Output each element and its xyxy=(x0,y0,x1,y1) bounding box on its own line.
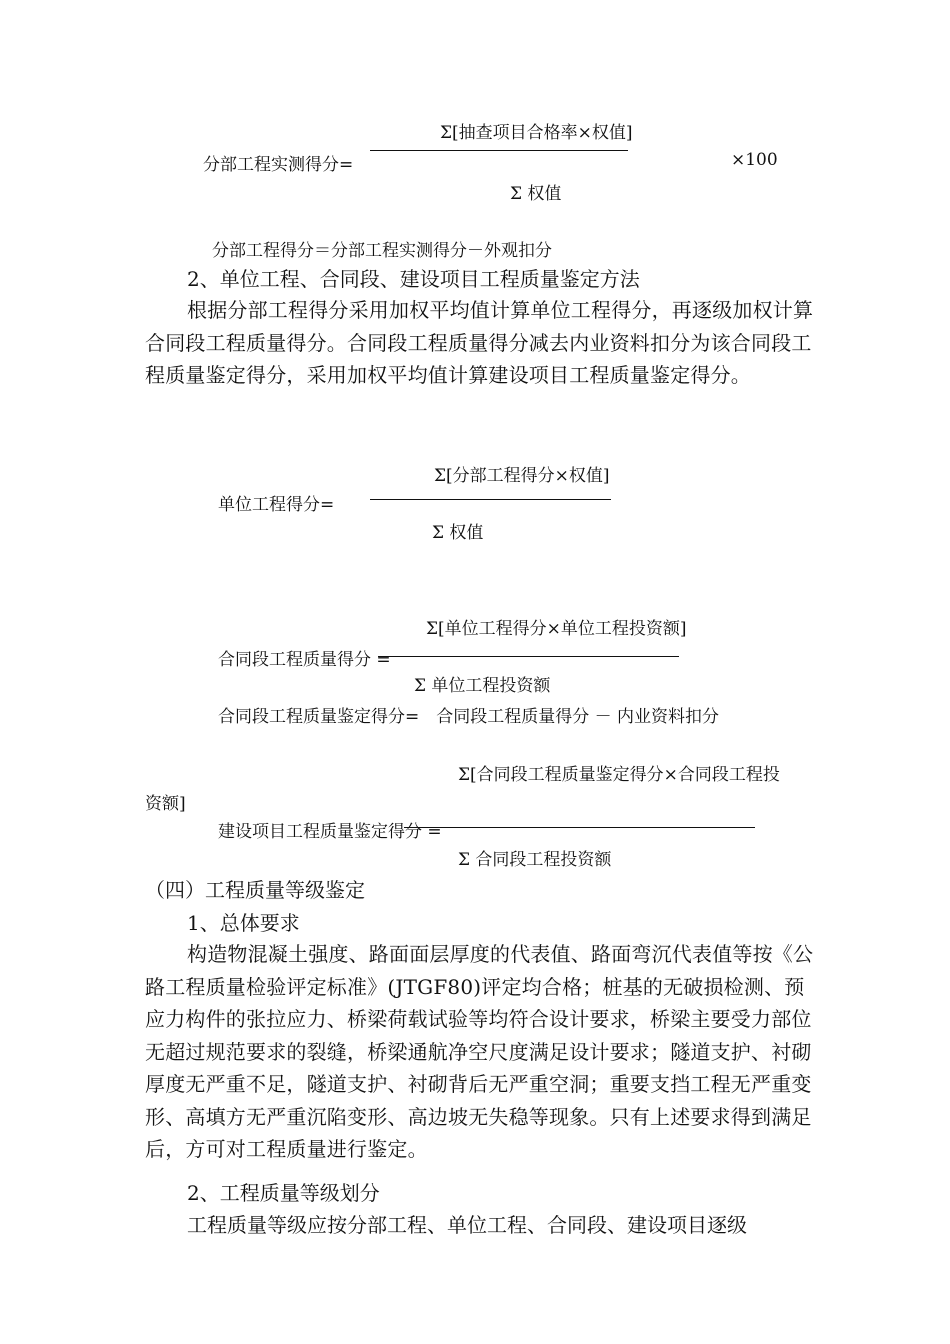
section2-paragraph xyxy=(145,294,815,392)
sub1-body: 构造物混凝土强度、路面面层厚度的代表值、路面弯沉代表值等按《公路工程质量检验评定标准》(JTGF80)评定均合格；桩基的无破损检测、预应力构件的张拉应力、桥梁荷载试验等均符合设计要求，桥梁主要受力部位无超过规范要求的裂缝，桥梁通航净空尺度满足设计要求；隧道支护、衬砌厚度无严重不足，隧道支护、衬砌背后无严重空洞；重要支挡工程无严重变形、高填方无严重沉陷变形、高边坡无失稳等现象。只有上述要求得到满足后，方可对工程质量进行鉴定。 xyxy=(145,942,814,1161)
formula2: 分部工程得分＝分部工程实测得分－外观扣分 xyxy=(212,241,552,261)
formula4-fraction-bar xyxy=(378,656,679,657)
formula3-label: 单位工程得分= xyxy=(218,495,335,515)
sub2-heading: 2、工程质量等级划分 xyxy=(187,1181,380,1205)
sub1-heading: 1、总体要求 xyxy=(187,911,300,935)
formula3-numerator: Σ[分部工程得分×权值] xyxy=(434,466,610,486)
formula1-fraction-bar xyxy=(370,150,628,151)
formula1-denominator: Σ 权值 xyxy=(510,184,562,204)
formula5: 合同段工程质量鉴定得分= 合同段工程质量得分 － 内业资料扣分 xyxy=(218,707,720,727)
formula1-numerator: Σ[抽查项目合格率×权值] xyxy=(440,123,633,143)
formula4-label: 合同段工程质量得分 = xyxy=(218,650,391,670)
formula6-numerator-line2: 资额] xyxy=(145,794,186,814)
formula6-fraction-bar xyxy=(404,827,755,828)
formula4-numerator: Σ[单位工程得分×单位工程投资额] xyxy=(426,619,687,639)
formula3-fraction-bar xyxy=(370,499,611,500)
section4-heading: （四）工程质量等级鉴定 xyxy=(145,878,365,902)
formula4-denominator: Σ 单位工程投资额 xyxy=(414,676,551,696)
section2-heading: 2、单位工程、合同段、建设项目工程质量鉴定方法 xyxy=(187,267,640,291)
formula3-denominator: Σ 权值 xyxy=(432,523,484,543)
sub1-paragraph xyxy=(145,938,815,1166)
sub2-body: 工程质量等级应按分部工程、单位工程、合同段、建设项目逐级 xyxy=(187,1213,747,1237)
formula6-numerator-line1: Σ[合同段工程质量鉴定得分×合同段工程投 xyxy=(458,765,780,785)
formula6-label: 建设项目工程质量鉴定得分 = xyxy=(218,822,442,842)
formula1-multiplier: ×100 xyxy=(731,150,778,170)
formula1-label: 分部工程实测得分= xyxy=(203,155,354,175)
section2-body: 根据分部工程得分采用加权平均值计算单位工程得分，再逐级加权计算合同段工程质量得分。合同段工程质量得分减去内业资料扣分为该合同段工程质量鉴定得分，采用加权平均值计算建设项目工程质量鉴定得分。 xyxy=(145,298,814,387)
formula6-denominator: Σ 合同段工程投资额 xyxy=(458,850,612,870)
